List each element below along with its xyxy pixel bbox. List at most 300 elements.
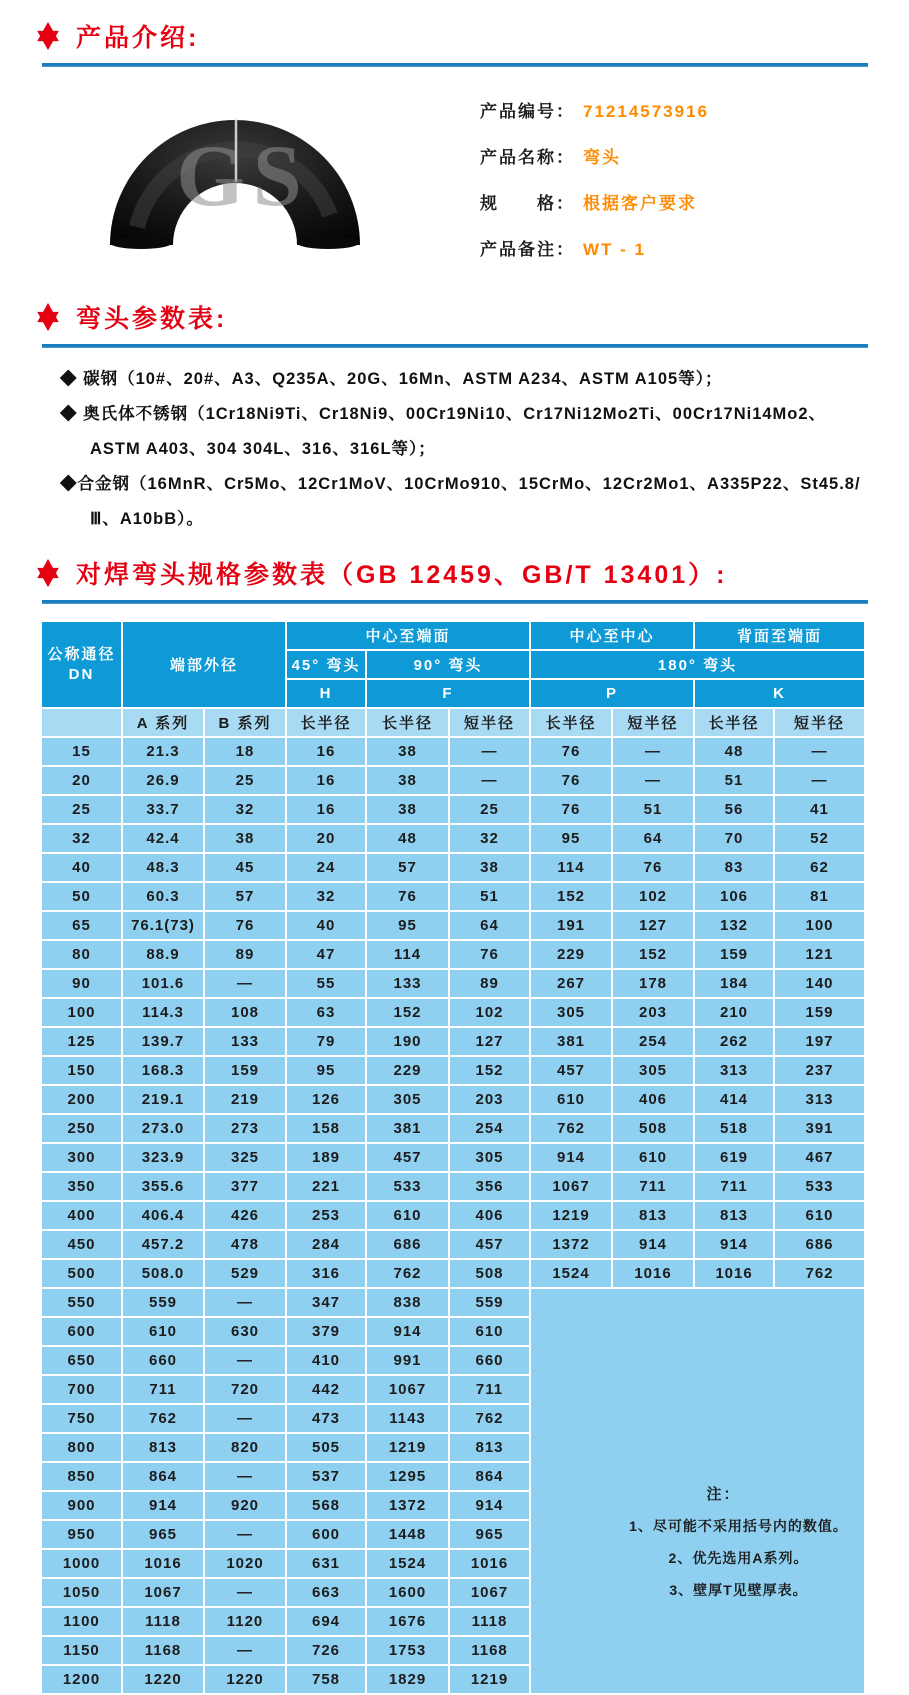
table-cell: 1000 (42, 1550, 121, 1577)
table-row (42, 883, 864, 910)
table-cell: 991 (367, 1347, 448, 1374)
table-cell: 108 (205, 999, 285, 1026)
table-cell: 102 (613, 883, 693, 910)
table-cell: 1524 (367, 1550, 448, 1577)
subheader-long-radius: 长半径 (287, 709, 365, 736)
product-field (480, 143, 709, 168)
table-cell: 762 (367, 1260, 448, 1287)
material-item: ◆ 碳钢（10#、20#、A3、Q235A、20G、16Mn、ASTM A234、ASTM A105等）； (60, 370, 723, 388)
table-cell: 38 (367, 767, 448, 794)
table-cell: 600 (287, 1521, 365, 1548)
table-cell: 1067 (123, 1579, 203, 1606)
table-cell: 457 (531, 1057, 611, 1084)
notes-cell (531, 1289, 864, 1693)
table-cell: — (205, 1521, 285, 1548)
material-item: ◆合金钢（16MnR、Cr5Mo、12Cr1MoV、10CrMo910、15CrMo、12Cr2Mo1、A335P22、St45.8/Ⅲ、A10bB）。 (60, 475, 861, 528)
table-cell: 76 (367, 883, 448, 910)
table-cell: 1016 (123, 1550, 203, 1577)
table-cell: 62 (775, 854, 864, 881)
table-cell: 406.4 (123, 1202, 203, 1229)
blue-divider (42, 344, 868, 348)
table-cell: 76 (450, 941, 529, 968)
table-cell: — (450, 767, 529, 794)
table-cell: 64 (613, 825, 693, 852)
field-value: 弯头 (583, 148, 621, 167)
table-cell: 900 (42, 1492, 121, 1519)
notes-title: 注： (706, 1485, 741, 1503)
table-cell: 660 (123, 1347, 203, 1374)
table-cell: 850 (42, 1463, 121, 1490)
subheader-short-radius: 短半径 (613, 709, 693, 736)
table-cell: 631 (287, 1550, 365, 1577)
materials-list (60, 362, 868, 537)
table-cell: 95 (287, 1057, 365, 1084)
table-cell: 273 (205, 1115, 285, 1142)
table-cell: 1220 (205, 1666, 285, 1693)
red-star-icon (33, 557, 63, 589)
table-cell: 1050 (42, 1579, 121, 1606)
table-row (42, 1202, 864, 1229)
table-cell: — (205, 1289, 285, 1316)
table-cell: 800 (42, 1434, 121, 1461)
table-cell: 18 (205, 738, 285, 765)
table-row (42, 941, 864, 968)
table-cell: 379 (287, 1318, 365, 1345)
table-cell: 316 (287, 1260, 365, 1287)
table-cell: 711 (450, 1376, 529, 1403)
table-cell: 76 (205, 912, 285, 939)
spec-table (40, 620, 866, 1695)
table-cell: 189 (287, 1144, 365, 1171)
table-cell: 1118 (123, 1608, 203, 1635)
field-label: 产品备注： (480, 240, 575, 259)
table-cell: 630 (205, 1318, 285, 1345)
table-cell: 254 (450, 1115, 529, 1142)
table-cell: 450 (42, 1231, 121, 1258)
subheader-empty (42, 709, 121, 736)
table-cell: 838 (367, 1289, 448, 1316)
table-cell: 76 (531, 738, 611, 765)
table-cell: 89 (205, 941, 285, 968)
table-cell: 159 (205, 1057, 285, 1084)
table-cell: 200 (42, 1086, 121, 1113)
material-item: ◆ 奥氏体不锈钢（1Cr18Ni9Ti、Cr18Ni9、00Cr19Ni10、Cr17Ni12Mo2Ti、00Cr17Ni14Mo2、ASTM A403、304 304L、316、316L等）； (60, 405, 827, 458)
table-cell: 125 (42, 1028, 121, 1055)
table-cell: 864 (123, 1463, 203, 1490)
table-cell: 762 (531, 1115, 611, 1142)
table-cell: 518 (695, 1115, 773, 1142)
table-cell: 253 (287, 1202, 365, 1229)
table-cell: 478 (205, 1231, 285, 1258)
table-cell: 1219 (531, 1202, 611, 1229)
table-cell: 95 (367, 912, 448, 939)
table-cell: 1200 (42, 1666, 121, 1693)
table-cell: 191 (531, 912, 611, 939)
table-cell: 1753 (367, 1637, 448, 1664)
table-cell: 24 (287, 854, 365, 881)
table-cell: 1020 (205, 1550, 285, 1577)
table-cell: 726 (287, 1637, 365, 1664)
table-cell: 325 (205, 1144, 285, 1171)
table-cell: 457 (450, 1231, 529, 1258)
table-cell: 559 (123, 1289, 203, 1316)
table-cell: 1295 (367, 1463, 448, 1490)
product-info (480, 87, 709, 281)
table-cell: — (613, 767, 693, 794)
table-cell: 442 (287, 1376, 365, 1403)
table-cell: 1372 (367, 1492, 448, 1519)
table-cell: 505 (287, 1434, 365, 1461)
table-cell: 33.7 (123, 796, 203, 823)
table-cell: 48 (695, 738, 773, 765)
table-cell: 114.3 (123, 999, 203, 1026)
field-label: 规 格： (480, 194, 575, 213)
table-cell: 663 (287, 1579, 365, 1606)
table-cell: 48.3 (123, 854, 203, 881)
table-cell: 40 (287, 912, 365, 939)
table-cell: 1220 (123, 1666, 203, 1693)
table-cell: 140 (775, 970, 864, 997)
table-cell: 55 (287, 970, 365, 997)
red-star-icon (33, 20, 63, 52)
note-item: 3、壁厚T见壁厚表。 (669, 1581, 808, 1598)
table-cell: 38 (450, 854, 529, 881)
table-cell: 305 (450, 1144, 529, 1171)
table-cell: 500 (42, 1260, 121, 1287)
table-cell: 114 (531, 854, 611, 881)
table-row (42, 796, 864, 823)
table-cell: 89 (450, 970, 529, 997)
table-cell: 864 (450, 1463, 529, 1490)
table-cell: 38 (367, 796, 448, 823)
table-cell: 32 (287, 883, 365, 910)
table-cell: 168.3 (123, 1057, 203, 1084)
table-cell: 45 (205, 854, 285, 881)
col-header-center-to-center: 中心至中心 (531, 622, 693, 649)
table-cell: 32 (450, 825, 529, 852)
table-cell: 56 (695, 796, 773, 823)
table-cell: 273.0 (123, 1115, 203, 1142)
table-cell: 467 (775, 1144, 864, 1171)
table-cell: 610 (123, 1318, 203, 1345)
table-cell: 80 (42, 941, 121, 968)
table-cell: 610 (613, 1144, 693, 1171)
table-cell: 1016 (450, 1550, 529, 1577)
table-cell: 65 (42, 912, 121, 939)
table-cell: 32 (205, 796, 285, 823)
table-cell: 711 (613, 1173, 693, 1200)
table-cell: 813 (450, 1434, 529, 1461)
table-cell: 126 (287, 1086, 365, 1113)
table-cell: 1100 (42, 1608, 121, 1635)
table-cell: — (205, 1347, 285, 1374)
table-cell: 619 (695, 1144, 773, 1171)
table-cell: 914 (367, 1318, 448, 1345)
table-cell: 190 (367, 1028, 448, 1055)
table-cell: 16 (287, 738, 365, 765)
table-cell: 1067 (450, 1579, 529, 1606)
table-row (42, 999, 864, 1026)
col-header-p: P (531, 680, 693, 707)
table-cell: 42.4 (123, 825, 203, 852)
table-cell: 381 (531, 1028, 611, 1055)
table-cell: 127 (613, 912, 693, 939)
table-cell: 57 (367, 854, 448, 881)
spec-table-body (42, 738, 864, 1693)
table-cell: 355.6 (123, 1173, 203, 1200)
col-header-180: 180° 弯头 (531, 651, 864, 678)
table-cell: 650 (42, 1347, 121, 1374)
table-cell: 610 (450, 1318, 529, 1345)
table-cell: 323.9 (123, 1144, 203, 1171)
product-field (480, 189, 709, 214)
product-block (60, 87, 909, 281)
table-cell: 426 (205, 1202, 285, 1229)
table-row (42, 854, 864, 881)
note-item: 2、优先选用A系列。 (668, 1549, 809, 1566)
subheader-long-radius: 长半径 (367, 709, 448, 736)
table-cell: 610 (531, 1086, 611, 1113)
table-cell: 1118 (450, 1608, 529, 1635)
table-row (42, 970, 864, 997)
table-cell: 210 (695, 999, 773, 1026)
table-cell: 1524 (531, 1260, 611, 1287)
table-cell: 1600 (367, 1579, 448, 1606)
subheader-long-radius: 长半径 (695, 709, 773, 736)
table-cell: 406 (613, 1086, 693, 1113)
table-row (42, 912, 864, 939)
table-row (42, 1173, 864, 1200)
product-field (480, 97, 709, 122)
table-cell: 508 (450, 1260, 529, 1287)
elbow-graphic (75, 87, 395, 267)
table-cell: 457.2 (123, 1231, 203, 1258)
section-intro-header (33, 18, 909, 54)
table-cell: 1829 (367, 1666, 448, 1693)
table-cell: 313 (775, 1086, 864, 1113)
table-cell: 16 (287, 796, 365, 823)
table-cell: 377 (205, 1173, 285, 1200)
table-cell: 711 (123, 1376, 203, 1403)
table-row (42, 1289, 864, 1316)
table-cell: 300 (42, 1144, 121, 1171)
table-cell: 762 (775, 1260, 864, 1287)
col-header-dn: 公称通径 DN (42, 622, 121, 707)
table-cell: 121 (775, 941, 864, 968)
table-cell: 694 (287, 1608, 365, 1635)
table-cell: 305 (613, 1057, 693, 1084)
table-cell: 1067 (531, 1173, 611, 1200)
table-cell: 1143 (367, 1405, 448, 1432)
table-cell: 600 (42, 1318, 121, 1345)
table-cell: 950 (42, 1521, 121, 1548)
table-cell: 178 (613, 970, 693, 997)
table-cell: 152 (450, 1057, 529, 1084)
subheader-short-radius: 短半径 (450, 709, 529, 736)
table-cell: 76.1(73) (123, 912, 203, 939)
col-header-45: 45° 弯头 (287, 651, 365, 678)
table-cell: 100 (775, 912, 864, 939)
table-cell: 76 (531, 796, 611, 823)
table-cell: 1219 (367, 1434, 448, 1461)
table-cell: 410 (287, 1347, 365, 1374)
table-cell: 184 (695, 970, 773, 997)
col-header-90: 90° 弯头 (367, 651, 529, 678)
table-cell: 914 (123, 1492, 203, 1519)
blue-divider (42, 600, 868, 604)
table-cell: 1676 (367, 1608, 448, 1635)
table-cell: 1448 (367, 1521, 448, 1548)
table-cell: 381 (367, 1115, 448, 1142)
table-cell: 63 (287, 999, 365, 1026)
table-cell: — (450, 738, 529, 765)
table-cell: 40 (42, 854, 121, 881)
subheader-series-a: A 系列 (123, 709, 203, 736)
table-cell: 15 (42, 738, 121, 765)
table-row (42, 1144, 864, 1171)
table-cell: 76 (613, 854, 693, 881)
table-cell: 158 (287, 1115, 365, 1142)
table-cell: 813 (613, 1202, 693, 1229)
table-cell: — (775, 738, 864, 765)
table-cell: 51 (695, 767, 773, 794)
table-row (42, 1115, 864, 1142)
table-cell: 758 (287, 1666, 365, 1693)
header-row-4 (42, 709, 864, 736)
table-cell: 70 (695, 825, 773, 852)
gs-watermark: GS (176, 128, 310, 225)
table-cell: — (205, 1637, 285, 1664)
table-cell: — (205, 1579, 285, 1606)
table-cell: 391 (775, 1115, 864, 1142)
table-cell: 254 (613, 1028, 693, 1055)
table-cell: 1168 (450, 1637, 529, 1664)
table-cell: 229 (531, 941, 611, 968)
table-cell: 610 (367, 1202, 448, 1229)
table-cell: 305 (531, 999, 611, 1026)
table-cell: 400 (42, 1202, 121, 1229)
table-cell: 50 (42, 883, 121, 910)
table-cell: 81 (775, 883, 864, 910)
table-row (42, 1086, 864, 1113)
field-label: 产品名称： (480, 148, 575, 167)
product-field (480, 235, 709, 260)
table-row (42, 1057, 864, 1084)
table-cell: 406 (450, 1202, 529, 1229)
table-cell: 100 (42, 999, 121, 1026)
table-cell: 79 (287, 1028, 365, 1055)
table-cell: 203 (613, 999, 693, 1026)
table-cell: 1372 (531, 1231, 611, 1258)
table-cell: 820 (205, 1434, 285, 1461)
table-cell: 197 (775, 1028, 864, 1055)
table-cell: 152 (531, 883, 611, 910)
table-cell: — (205, 1463, 285, 1490)
table-cell: 95 (531, 825, 611, 852)
col-header-center-to-end: 中心至端面 (287, 622, 529, 649)
table-cell: 750 (42, 1405, 121, 1432)
table-cell: 127 (450, 1028, 529, 1055)
subheader-series-b: B 系列 (205, 709, 285, 736)
table-cell: 914 (695, 1231, 773, 1258)
table-cell: 25 (450, 796, 529, 823)
table-row (42, 767, 864, 794)
table-cell: 114 (367, 941, 448, 968)
table-cell: 414 (695, 1086, 773, 1113)
table-cell: 132 (695, 912, 773, 939)
table-cell: 139.7 (123, 1028, 203, 1055)
table-cell: 219.1 (123, 1086, 203, 1113)
table-cell: 102 (450, 999, 529, 1026)
section-params-header (33, 299, 909, 335)
table-cell: 76 (531, 767, 611, 794)
table-cell: 686 (367, 1231, 448, 1258)
header-row-1 (42, 622, 864, 649)
table-cell: 221 (287, 1173, 365, 1200)
table-cell: 350 (42, 1173, 121, 1200)
table-cell: 262 (695, 1028, 773, 1055)
table-cell: 25 (205, 767, 285, 794)
table-cell: 133 (367, 970, 448, 997)
table-cell: 610 (775, 1202, 864, 1229)
table-row (42, 738, 864, 765)
table-cell: — (613, 738, 693, 765)
table-cell: 16 (287, 767, 365, 794)
table-cell: 38 (205, 825, 285, 852)
table-cell: 203 (450, 1086, 529, 1113)
table-cell: 568 (287, 1492, 365, 1519)
col-header-f: F (367, 680, 529, 707)
table-cell: 762 (123, 1405, 203, 1432)
field-value: WT - 1 (583, 240, 646, 259)
table-cell: 47 (287, 941, 365, 968)
section-spec-title: 对焊弯头规格参数表（GB 12459、GB/T 13401）: (76, 561, 728, 589)
table-cell: 711 (695, 1173, 773, 1200)
table-cell: — (775, 767, 864, 794)
table-cell: 20 (287, 825, 365, 852)
table-cell: 305 (367, 1086, 448, 1113)
table-cell: 60.3 (123, 883, 203, 910)
table-cell: — (205, 970, 285, 997)
table-row (42, 1231, 864, 1258)
table-cell: 159 (695, 941, 773, 968)
table-cell: 52 (775, 825, 864, 852)
section-spec-header (33, 555, 909, 591)
col-header-end-od: 端部外径 (123, 622, 285, 707)
table-cell: 700 (42, 1376, 121, 1403)
table-cell: 237 (775, 1057, 864, 1084)
table-cell: 473 (287, 1405, 365, 1432)
table-cell: 508 (613, 1115, 693, 1142)
table-cell: 229 (367, 1057, 448, 1084)
table-cell: 38 (367, 738, 448, 765)
field-label: 产品编号： (480, 102, 575, 121)
col-header-back-to-end: 背面至端面 (695, 622, 864, 649)
col-header-h: H (287, 680, 365, 707)
table-cell: 1219 (450, 1666, 529, 1693)
table-cell: 133 (205, 1028, 285, 1055)
table-cell: 720 (205, 1376, 285, 1403)
table-cell: 559 (450, 1289, 529, 1316)
table-cell: 21.3 (123, 738, 203, 765)
table-cell: 813 (695, 1202, 773, 1229)
table-cell: 41 (775, 796, 864, 823)
table-cell: 529 (205, 1260, 285, 1287)
red-star-icon (33, 301, 63, 333)
table-cell: 25 (42, 796, 121, 823)
table-row (42, 1260, 864, 1287)
table-cell: 914 (613, 1231, 693, 1258)
